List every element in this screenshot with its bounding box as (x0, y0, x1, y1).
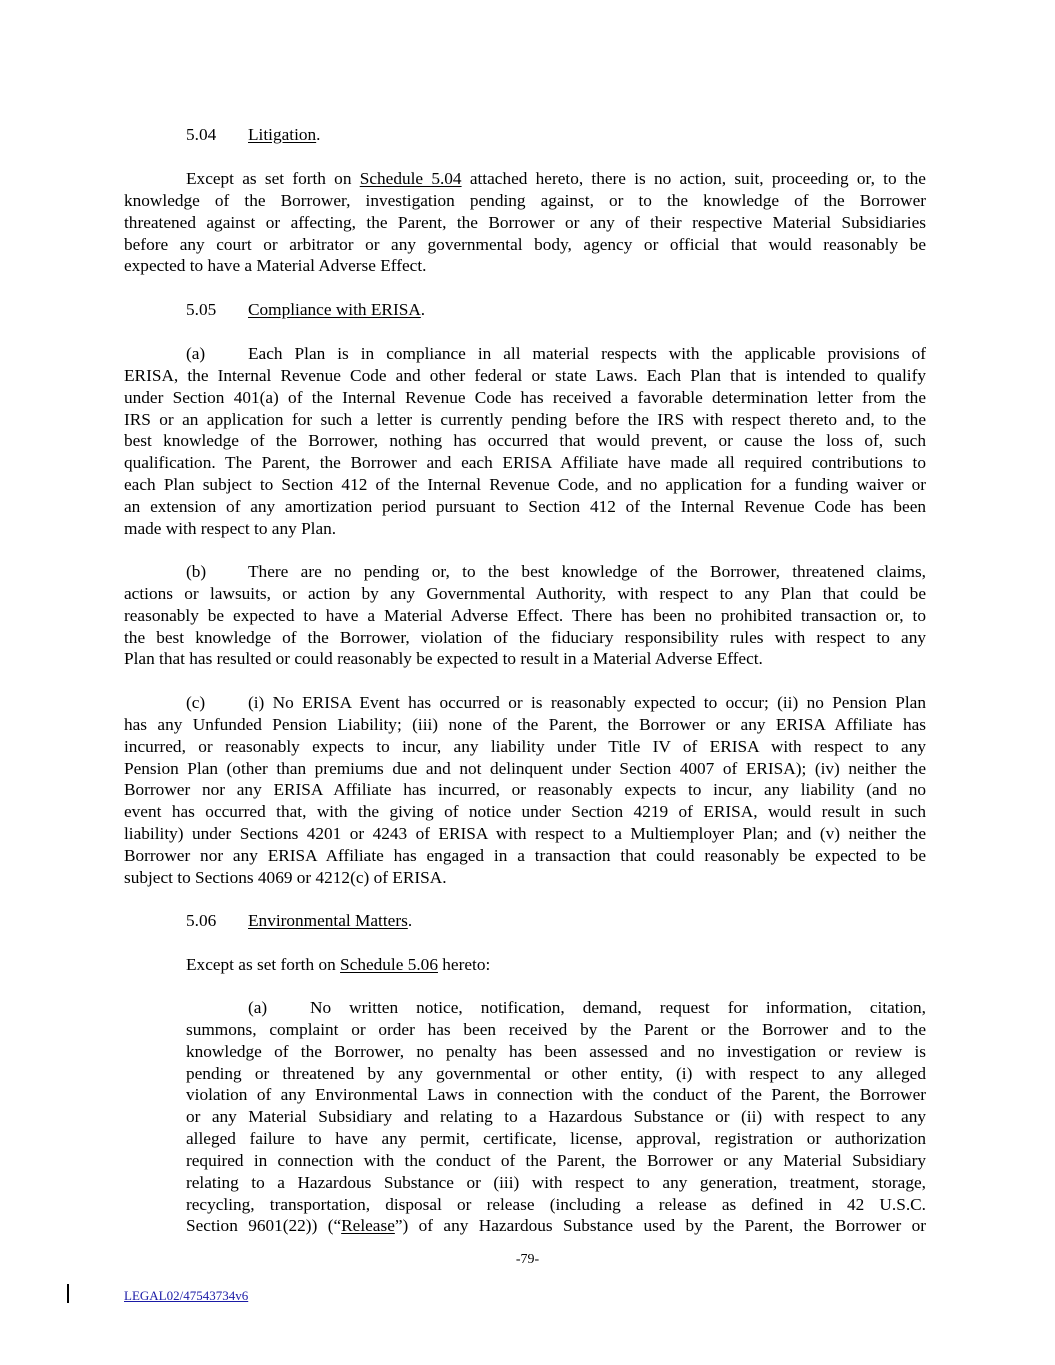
section-number: 5.06 (186, 911, 217, 930)
paragraph-line: recycling, transportation, disposal or release (including a release as defined in 42 U.S.C. (186, 1194, 926, 1214)
paragraph-line: reasonably be expected to have a Material Adverse Effect. There has been no prohibited transaction or, to (124, 605, 926, 625)
paragraph-label: (a) (248, 998, 268, 1017)
paragraph-line: the best knowledge of the Borrower, violation of the fiduciary responsibility rules with respect to any (124, 627, 926, 647)
paragraph-line: summons, complaint or order has been received by the Parent or the Borrower and to the (186, 1019, 926, 1039)
paragraph-line: violation of any Environmental Laws in connection with the conduct of the Parent, the Borrower (186, 1085, 926, 1105)
paragraph-line: or any Material Subsidiary and relating to a Hazardous Substance or (ii) with respect to any (186, 1107, 926, 1127)
paragraph-label: (c) (186, 693, 206, 712)
text-segment: Except as set forth on (186, 169, 360, 188)
paragraph-line: actions or lawsuits, or action by any Governmental Authority, with respect to any Plan that could be (124, 583, 926, 603)
paragraph-label: (a) (186, 344, 206, 363)
paragraph-line: knowledge of the Borrower, investigation pending against, or to the knowledge of the Borrower (124, 190, 926, 210)
paragraph-line: (a) No written notice, notification, demand, request for information, citation, (248, 998, 926, 1017)
paragraph-line: relating to a Hazardous Substance or (iii) with respect to any generation, treatment, storage, (186, 1172, 926, 1192)
paragraph-line: event has occurred that, with the giving of notice under Section 4219 of ERISA, would result in such (124, 802, 926, 822)
paragraph-line: Plan that has resulted or could reasonably be expected to result in a Material Adverse Effect. (124, 649, 763, 669)
paragraph (124, 343, 926, 540)
paragraph-line: liability) under Sections 4201 or 4243 of ERISA with respect to a Multiemployer Plan; and (v) neither the (124, 824, 926, 844)
revision-bar (67, 1284, 69, 1303)
paragraph (186, 997, 926, 1237)
cross-reference: Schedule 5.06 (340, 955, 438, 974)
text-segment: ”) of any Hazardous Substance used by the Parent, the Borrower or (394, 1216, 926, 1236)
paragraph-line: alleged failure to have any permit, certificate, license, approval, registration or authorization (186, 1129, 926, 1149)
text-segment: hereto: (437, 955, 491, 974)
paragraph-line: Pension Plan (other than premiums due and not delinquent under Section 4007 of ERISA); (iv) neither the (124, 758, 926, 778)
paragraph-line: best knowledge of the Borrower, nothing has occurred that would prevent, or cause the loss of, such (124, 431, 926, 451)
section-heading: 5.04 Litigation. (186, 125, 321, 144)
paragraph-line: before any court or arbitrator or any governmental body, agency or official that would reasonably be (124, 234, 926, 254)
text-segment: Section 9601(22)) (“ (186, 1216, 342, 1236)
paragraph-line: Borrower nor any ERISA Affiliate has incurred, or reasonably expects to incur, any liability (and no (124, 780, 926, 800)
paragraph-line: IRS or an application for such a letter is currently pending before the IRS with respect thereto and, to the (124, 409, 926, 429)
text-segment: attached hereto, there is no action, suit, proceeding or, to the (461, 169, 926, 188)
paragraph-line: pending or threatened by any governmental or other entity, (i) with respect to any alleged (186, 1063, 926, 1083)
paragraph-line: made with respect to any Plan. (124, 518, 337, 538)
section-number: 5.05 (186, 300, 217, 319)
paragraph-line: expected to have a Material Adverse Effect. (124, 256, 427, 276)
paragraph-line: under Section 401(a) of the Internal Revenue Code has received a favorable determination letter from the (124, 387, 926, 407)
paragraph-line (124, 168, 926, 190)
paragraph (124, 561, 926, 670)
paragraph-line: qualification. The Parent, the Borrower and each ERISA Affiliate have made all required contributions to (124, 453, 926, 473)
section-number: 5.04 (186, 125, 217, 144)
paragraph (124, 692, 926, 889)
paragraph-line: knowledge of the Borrower, no penalty has been assessed and no investigation or review is (186, 1041, 926, 1061)
paragraph-line: (b) There are no pending or, to the best knowledge of the Borrower, threatened claims, (186, 562, 926, 581)
paragraph-line: ERISA, the Internal Revenue Code and other federal or state Laws. Each Plan that is intended to qualify (124, 365, 926, 385)
paragraph-line: threatened against or affecting, the Parent, the Borrower or any of their respective Material Subsidiaries (124, 212, 926, 232)
paragraph-line (186, 1215, 926, 1237)
paragraph-line: required in connection with the conduct of the Parent, the Borrower or any Material Subsidiary (186, 1150, 926, 1170)
paragraph-line: (c) (i) No ERISA Event has occurred or is reasonably expected to occur; (ii) no Pension Plan (186, 693, 926, 712)
section-title: Environmental Matters (248, 911, 408, 930)
paragraph-label: (b) (186, 562, 207, 581)
section-heading: 5.06 Environmental Matters. (186, 911, 413, 930)
paragraph-line: Borrower nor any ERISA Affiliate has engaged in a transaction that could reasonably be expected to be (124, 845, 926, 865)
paragraph (124, 954, 926, 976)
paragraph-line: incurred, or reasonably expects to incur, any liability under Title IV of ERISA with respect to any (124, 736, 926, 756)
section-heading: 5.05 Compliance with ERISA. (186, 300, 426, 319)
paragraph-line: has any Unfunded Pension Liability; (iii) none of the Parent, the Borrower or any ERISA Affiliate has (124, 714, 926, 734)
section-title: Compliance with ERISA (248, 300, 421, 319)
paragraph-line: subject to Sections 4069 or 4212(c) of ERISA. (124, 867, 447, 887)
paragraph-line (124, 954, 926, 976)
footer-document-id[interactable]: LEGAL02/47543734v6 (124, 1288, 249, 1303)
page-number: -79- (515, 1252, 540, 1267)
text-segment: Except as set forth on (186, 955, 341, 974)
paragraph (124, 168, 926, 277)
paragraph-line: (a) Each Plan is in compliance in all material respects with the applicable provisions of (186, 344, 926, 363)
cross-reference: Schedule 5.04 (359, 169, 462, 188)
paragraph-line: each Plan subject to Section 412 of the Internal Revenue Code, and no application for a funding waiver or (124, 475, 926, 495)
section-title: Litigation (248, 125, 317, 144)
paragraph-line: an extension of any amortization period pursuant to Section 412 of the Internal Revenue Code has been (124, 496, 926, 516)
cross-reference: Release (341, 1216, 395, 1236)
